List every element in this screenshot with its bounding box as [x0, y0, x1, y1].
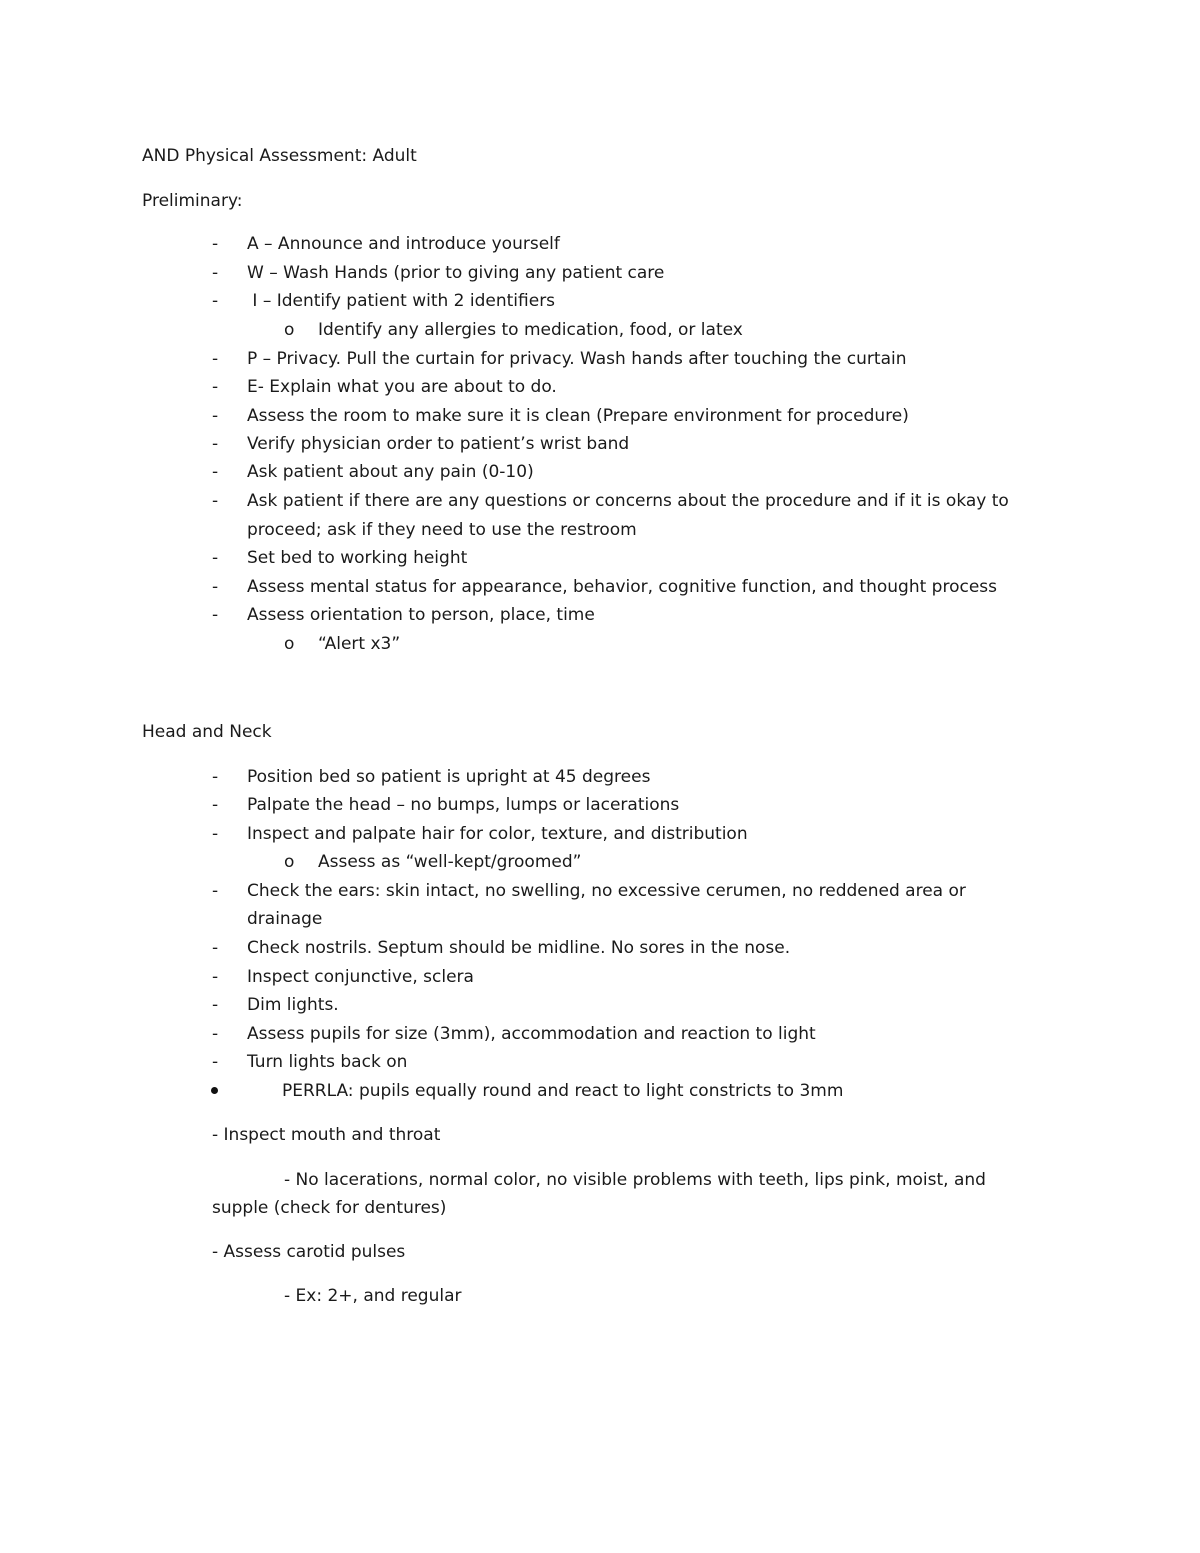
- list-item: Assess pupils for size (3mm), accommodation and reaction to light: [247, 1024, 816, 1044]
- list-item: Check the ears: skin intact, no swelling, no excessive cerumen, no reddened area or: [247, 881, 966, 901]
- dash-marker: -: [212, 491, 219, 511]
- sub-marker: o: [284, 320, 295, 340]
- sub-list-item: Identify any allergies to medication, food, or latex: [318, 320, 743, 340]
- paragraph: - Ex: 2+, and regular: [284, 1286, 462, 1306]
- paragraph-continuation: supple (check for dentures): [212, 1198, 447, 1218]
- list-item: I – Identify patient with 2 identifiers: [247, 291, 556, 311]
- section-heading-preliminary: Preliminary:: [142, 191, 243, 211]
- dash-marker: -: [212, 291, 219, 311]
- list-item: E- Explain what you are about to do.: [247, 377, 557, 397]
- list-item: Verify physician order to patient’s wrist band: [247, 434, 630, 454]
- sub-marker: o: [284, 634, 295, 654]
- sub-list-item: “Alert x3”: [318, 634, 401, 654]
- list-item: Dim lights.: [247, 995, 339, 1015]
- dash-marker: -: [212, 263, 219, 283]
- dash-marker: -: [212, 434, 219, 454]
- paragraph: - Inspect mouth and throat: [212, 1125, 441, 1145]
- list-item: Assess orientation to person, place, time: [247, 605, 595, 625]
- dash-marker: -: [212, 349, 219, 369]
- dash-marker: -: [212, 938, 219, 958]
- dash-marker: -: [212, 577, 219, 597]
- list-item-continuation: drainage: [247, 909, 323, 929]
- sub-marker: o: [284, 852, 295, 872]
- list-item: Position bed so patient is upright at 45 degrees: [247, 767, 651, 787]
- list-item: Ask patient about any pain (0-10): [247, 462, 534, 482]
- sub-list-item: Assess as “well-kept/groomed”: [318, 852, 582, 872]
- list-item: Inspect and palpate hair for color, texture, and distribution: [247, 824, 748, 844]
- dash-marker: -: [212, 605, 219, 625]
- list-item: Check nostrils. Septum should be midline. No sores in the nose.: [247, 938, 791, 958]
- document-title: AND Physical Assessment: Adult: [142, 146, 417, 166]
- dash-marker: -: [212, 1052, 219, 1072]
- dash-marker: -: [212, 881, 219, 901]
- dash-marker: -: [212, 548, 219, 568]
- list-item-continuation: proceed; ask if they need to use the restroom: [247, 520, 637, 540]
- list-item: Assess the room to make sure it is clean (Prepare environment for procedure): [247, 406, 909, 426]
- list-item: A – Announce and introduce yourself: [247, 234, 560, 254]
- section-heading-head-neck: Head and Neck: [142, 722, 272, 742]
- paragraph: - No lacerations, normal color, no visible problems with teeth, lips pink, moist, and: [284, 1170, 986, 1190]
- dash-marker: -: [212, 795, 219, 815]
- dash-marker: -: [212, 767, 219, 787]
- dash-marker: -: [212, 824, 219, 844]
- dash-marker: -: [212, 1024, 219, 1044]
- dash-marker: -: [212, 234, 219, 254]
- list-item: Turn lights back on: [247, 1052, 408, 1072]
- list-item: Ask patient if there are any questions or concerns about the procedure and if it is okay to: [247, 491, 1009, 511]
- list-item: Set bed to working height: [247, 548, 468, 568]
- list-item: P – Privacy. Pull the curtain for privacy. Wash hands after touching the curtain: [247, 349, 907, 369]
- list-item: W – Wash Hands (prior to giving any patient care: [247, 263, 665, 283]
- list-item: Inspect conjunctive, sclera: [247, 967, 474, 987]
- dash-marker: -: [212, 377, 219, 397]
- dash-marker: -: [212, 967, 219, 987]
- dash-marker: -: [212, 462, 219, 482]
- dash-marker: -: [212, 995, 219, 1015]
- bullet-icon: [211, 1087, 218, 1094]
- paragraph: - Assess carotid pulses: [212, 1242, 406, 1262]
- list-item: Assess mental status for appearance, behavior, cognitive function, and thought process: [247, 577, 998, 597]
- dash-marker: -: [212, 406, 219, 426]
- list-item: PERRLA: pupils equally round and react to light constricts to 3mm: [282, 1081, 844, 1101]
- list-item: Palpate the head – no bumps, lumps or lacerations: [247, 795, 680, 815]
